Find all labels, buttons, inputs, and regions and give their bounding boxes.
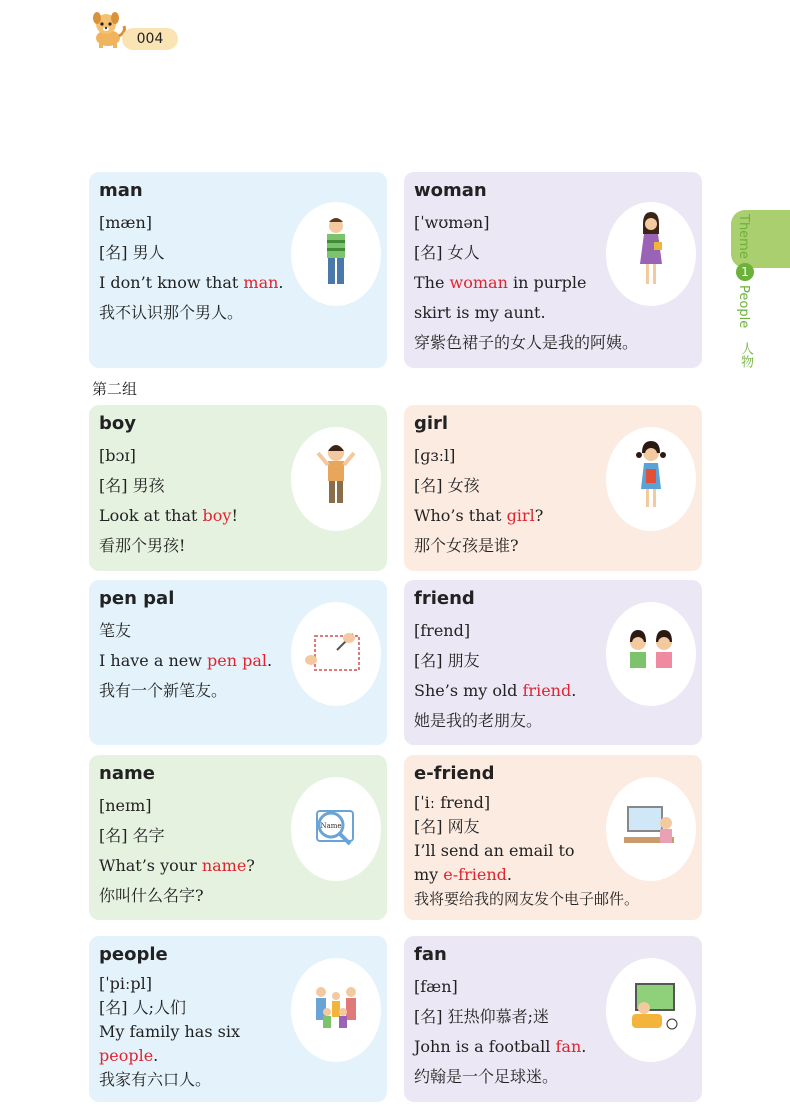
card-meaning: [名] 男人	[99, 243, 165, 262]
girl-illustration	[606, 427, 696, 531]
vocab-card-man	[89, 172, 387, 368]
card-word: girl	[414, 413, 449, 434]
people-illustration	[291, 958, 381, 1062]
card-meaning: [名] 名字	[99, 826, 165, 845]
card-example: Look at that boy!	[99, 506, 238, 525]
card-translation: 我不认识那个男人。	[99, 303, 244, 322]
card-word: people	[99, 944, 168, 965]
woman-illustration	[606, 202, 696, 306]
girl-figure-icon	[606, 427, 696, 531]
card-translation: 她是我的老朋友。	[414, 711, 543, 730]
card-phonetic: [ˈpiːpl]	[99, 974, 152, 993]
card-word: name	[99, 763, 155, 784]
card-phonetic: [mæn]	[99, 213, 152, 232]
friend-illustration	[606, 602, 696, 706]
card-meaning: [名] 朋友	[414, 651, 480, 670]
theme-label	[736, 214, 766, 368]
highlight-word: friend	[522, 681, 572, 700]
highlight-word: people	[99, 1046, 154, 1065]
card-phonetic: [bɔɪ]	[99, 446, 136, 465]
man-figure-icon	[291, 202, 381, 306]
vocab-card-name	[89, 755, 387, 920]
card-phonetic: [fæn]	[414, 977, 458, 996]
vocab-card-boy	[89, 405, 387, 571]
card-example-cont: people.	[99, 1046, 159, 1065]
card-translation: 看那个男孩!	[99, 536, 186, 555]
card-example: I don’t know that man.	[99, 273, 284, 292]
card-meaning: [名] 男孩	[99, 476, 165, 495]
card-word: fan	[414, 944, 447, 965]
computer-chat-icon	[606, 777, 696, 881]
card-translation: 我有一个新笔友。	[99, 681, 228, 700]
card-word: woman	[414, 180, 487, 201]
card-translation: 你叫什么名字?	[99, 886, 204, 905]
card-meaning: [名] 狂热仰慕者;迷	[414, 1007, 549, 1026]
card-example: Who’s that girl?	[414, 506, 544, 525]
football-tv-icon	[606, 958, 696, 1062]
card-translation: 我将要给我的网友发个电子邮件。	[414, 890, 640, 908]
highlight-word: pen pal	[207, 651, 268, 670]
boy-figure-icon	[291, 427, 381, 531]
card-phonetic: [ˈiː frend]	[414, 793, 491, 812]
card-meaning: [名] 女孩	[414, 476, 480, 495]
theme-topic-en: People	[736, 284, 751, 329]
highlight-word: e-friend	[443, 865, 507, 884]
man-illustration	[291, 202, 381, 306]
highlight-word: fan	[555, 1037, 582, 1056]
vocab-card-girl	[404, 405, 702, 571]
card-example: John is a football fan.	[414, 1037, 587, 1056]
card-example-cont: my e-friend.	[414, 865, 512, 884]
name-tag-magnifier-icon	[291, 777, 381, 881]
card-word: friend	[414, 588, 475, 609]
vocab-card-e-friend	[404, 755, 702, 920]
boy-illustration	[291, 427, 381, 531]
vocab-card-pen-pal	[89, 580, 387, 745]
card-example: What’s your name?	[99, 856, 255, 875]
card-phonetic: [neɪm]	[99, 796, 152, 815]
highlight-word: boy	[202, 506, 232, 525]
card-word: boy	[99, 413, 136, 434]
name-illustration	[291, 777, 381, 881]
vocab-card-people	[89, 936, 387, 1102]
card-meaning: [名] 网友	[414, 817, 480, 836]
theme-word: Theme	[736, 214, 751, 259]
theme-number: 1	[736, 263, 754, 281]
card-word: e-friend	[414, 763, 495, 784]
family-group-icon	[291, 958, 381, 1062]
card-meaning: [名] 人;人们	[99, 998, 186, 1017]
highlight-word: woman	[449, 273, 508, 292]
card-example: My family has six	[99, 1022, 240, 1041]
group-label: 第二组	[92, 380, 138, 398]
card-example: I’ll send an email to	[414, 841, 575, 860]
card-phonetic: [ˈwʊmən]	[414, 213, 490, 232]
card-translation: 我家有六口人。	[99, 1070, 212, 1089]
name-tag-text: Name	[320, 822, 342, 830]
card-example: The woman in purple	[414, 273, 587, 292]
vocab-card-friend	[404, 580, 702, 745]
pen-pal-illustration	[291, 602, 381, 706]
card-meaning: [名] 女人	[414, 243, 480, 262]
card-example: She’s my old friend.	[414, 681, 577, 700]
theme-topic-cn: 人物	[738, 342, 753, 369]
card-phonetic: [ɡɜːl]	[414, 446, 456, 465]
card-example-cont: skirt is my aunt.	[414, 303, 546, 322]
highlight-word: name	[201, 856, 247, 875]
card-meaning: 笔友	[99, 621, 132, 640]
fan-illustration	[606, 958, 696, 1062]
card-phonetic: [frend]	[414, 621, 471, 640]
card-example: I have a new pen pal.	[99, 651, 273, 670]
vocab-card-fan	[404, 936, 702, 1102]
card-translation: 约翰是一个足球迷。	[414, 1067, 559, 1086]
vocab-card-woman	[404, 172, 702, 368]
e-friend-illustration	[606, 777, 696, 881]
highlight-word: girl	[506, 506, 535, 525]
card-translation: 穿紫色裙子的女人是我的阿姨。	[414, 333, 639, 352]
letter-writing-icon	[291, 602, 381, 706]
woman-figure-icon	[606, 202, 696, 306]
page-number: 004	[122, 28, 178, 50]
highlight-word: man	[243, 273, 279, 292]
two-friends-icon	[606, 602, 696, 706]
card-word: pen pal	[99, 588, 175, 609]
card-word: man	[99, 180, 143, 201]
card-translation: 那个女孩是谁?	[414, 536, 519, 555]
